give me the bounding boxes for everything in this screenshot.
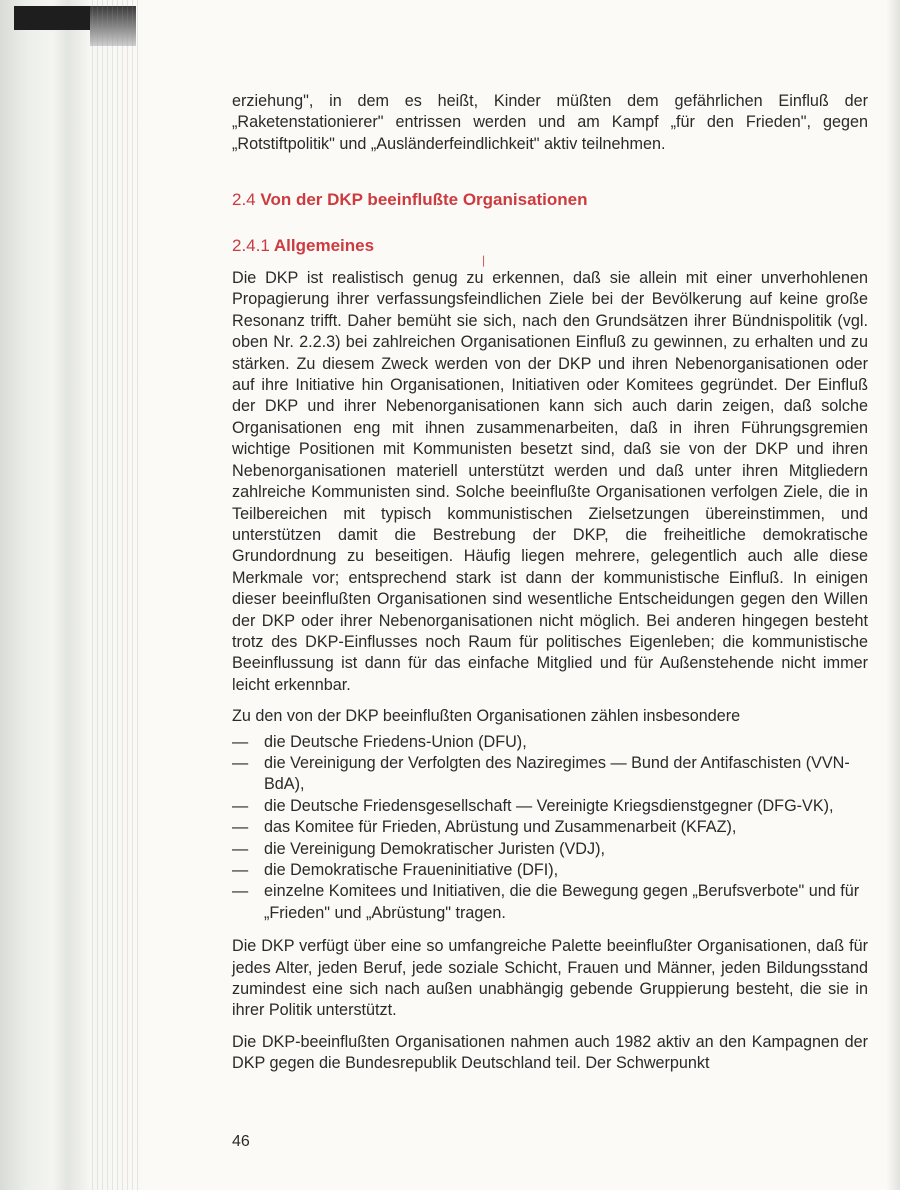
last-paragraph: Die DKP-beeinflußten Organisationen nahmen auch 1982 aktiv an den Kampagnen der DKP gegen die Bundesrepublik Deutschland teil. Der Schwerpunkt xyxy=(232,1032,868,1073)
list-item: — einzelne Komitees und Initiativen, die die Bewegung gegen „Berufsverbote" und für „Frieden" und „Abrüstung" tragen. xyxy=(232,881,868,924)
section-title: Von der DKP beeinflußte Organisationen xyxy=(260,190,588,210)
page-number: 46 xyxy=(232,1133,250,1150)
section-number: 2.4 xyxy=(232,190,256,210)
page-edge-lines xyxy=(92,0,138,1190)
list-item: — die Vereinigung der Verfolgten des Naziregimes — Bund der Antifaschisten (VVN-BdA), xyxy=(232,753,868,796)
subsection-title: Allgemeines xyxy=(273,235,375,255)
list-item: — die Vereinigung Demokratischer Juristen (VDJ), xyxy=(232,839,868,860)
list-item: — die Demokratische Fraueninitiative (DFI), xyxy=(232,860,868,881)
palette-paragraph: Die DKP verfügt über eine so umfangreiche Palette beeinflußter Organisationen, daß für jedes Alter, jeden Beruf, jede soziale Schicht, Frauen und Männer, jeden Bildungsstand zumindest eine sich nach außen unabhängig gebende Gruppierung besteht, die sie in ihrer Politik unterstützt. xyxy=(232,937,868,1020)
right-page-edge xyxy=(886,0,900,1190)
intro-paragraph: erziehung", in dem es heißt, Kinder müßten dem gefährlichen Einfluß der „Raketenstationierer" entrissen werden und am Kampf „für den Frieden", gegen „Rotstiftpolitik" und „Ausländerfeindlichkeit" aktiv teilnehmen. xyxy=(232,92,868,153)
main-paragraph: Die DKP ist realistisch genug zu erkennen, daß sie allein mit einer unverhohlenen Propagierung ihrer verfassungsfeindlichen Ziele bei der Bevölkerung auf keine große Resonanz trifft. Daher bemüht sie sich, nach den Grundsätzen ihrer Bündnispolitik (vgl. oben Nr. 2.2.3) bei zahlreichen Organisationen Einfluß zu gewinnen, zu erhalten und zu stärken. Zu diesem Zweck werden von der DKP und ihren Nebenorganisationen oder auf ihre Initiative hin Organisationen, Initiativen oder Komitees gegründet. Der Einfluß der DKP und ihrer Nebenorganisationen kann sich auch darin zeigen, daß solche Organisationen eng mit ihnen zusammenarbeiten, daß in ihren Führungsgremien wichtige Positionen mit Kommunisten besetzt sind, daß sie von der DKP und ihren Nebenorganisationen materiell unterstützt werden und daß unter ihren Mitgliedern zahlreiche Kommunisten sind. Solche beeinflußte Organisationen verfolgen Ziele, die in Teilbereichen mit typisch kommunistischen Zielsetzungen übereinstimmen, und unterstützen damit die Bestrebung der DKP, die freiheitliche demokratische Grundordnung zu beseitigen. Häufig liegen mehrere, gelegentlich auch alle diese Merkmale vor; entsprechend stark ist dann der kommunistische Einfluß. In einigen dieser beeinflußten Organisationen sind wesentliche Entscheidungen gegen den Willen der DKP oder ihrer Nebenorganisationen nicht möglich. Bei anderen hingegen besteht trotz des DKP-Einflusses noch Raum für politisches Eigenleben; die kommunistische Beeinflussung ist dann für das einfache Mitglied und für Außenstehende nicht immer leicht erkennbar. xyxy=(232,269,868,694)
list-intro: Zu den von der DKP beeinflußten Organisationen zählen insbesondere xyxy=(232,707,741,726)
list-item: — die Deutsche Friedens-Union (DFU), xyxy=(232,732,868,753)
list-item: — das Komitee für Frieden, Abrüstung und Zusammenarbeit (KFAZ), xyxy=(232,817,868,838)
subsection-number: 2.4.1 xyxy=(232,235,270,255)
section-heading xyxy=(232,189,868,210)
list-item: — die Deutsche Friedensgesellschaft — Vereinigte Kriegsdienstgegner (DFG-VK), xyxy=(232,796,868,817)
subsection-heading xyxy=(232,235,868,256)
organisation-list xyxy=(232,732,868,925)
stray-mark: ❘ xyxy=(479,255,489,267)
page-content xyxy=(232,91,868,1085)
page-edge xyxy=(0,0,150,1190)
